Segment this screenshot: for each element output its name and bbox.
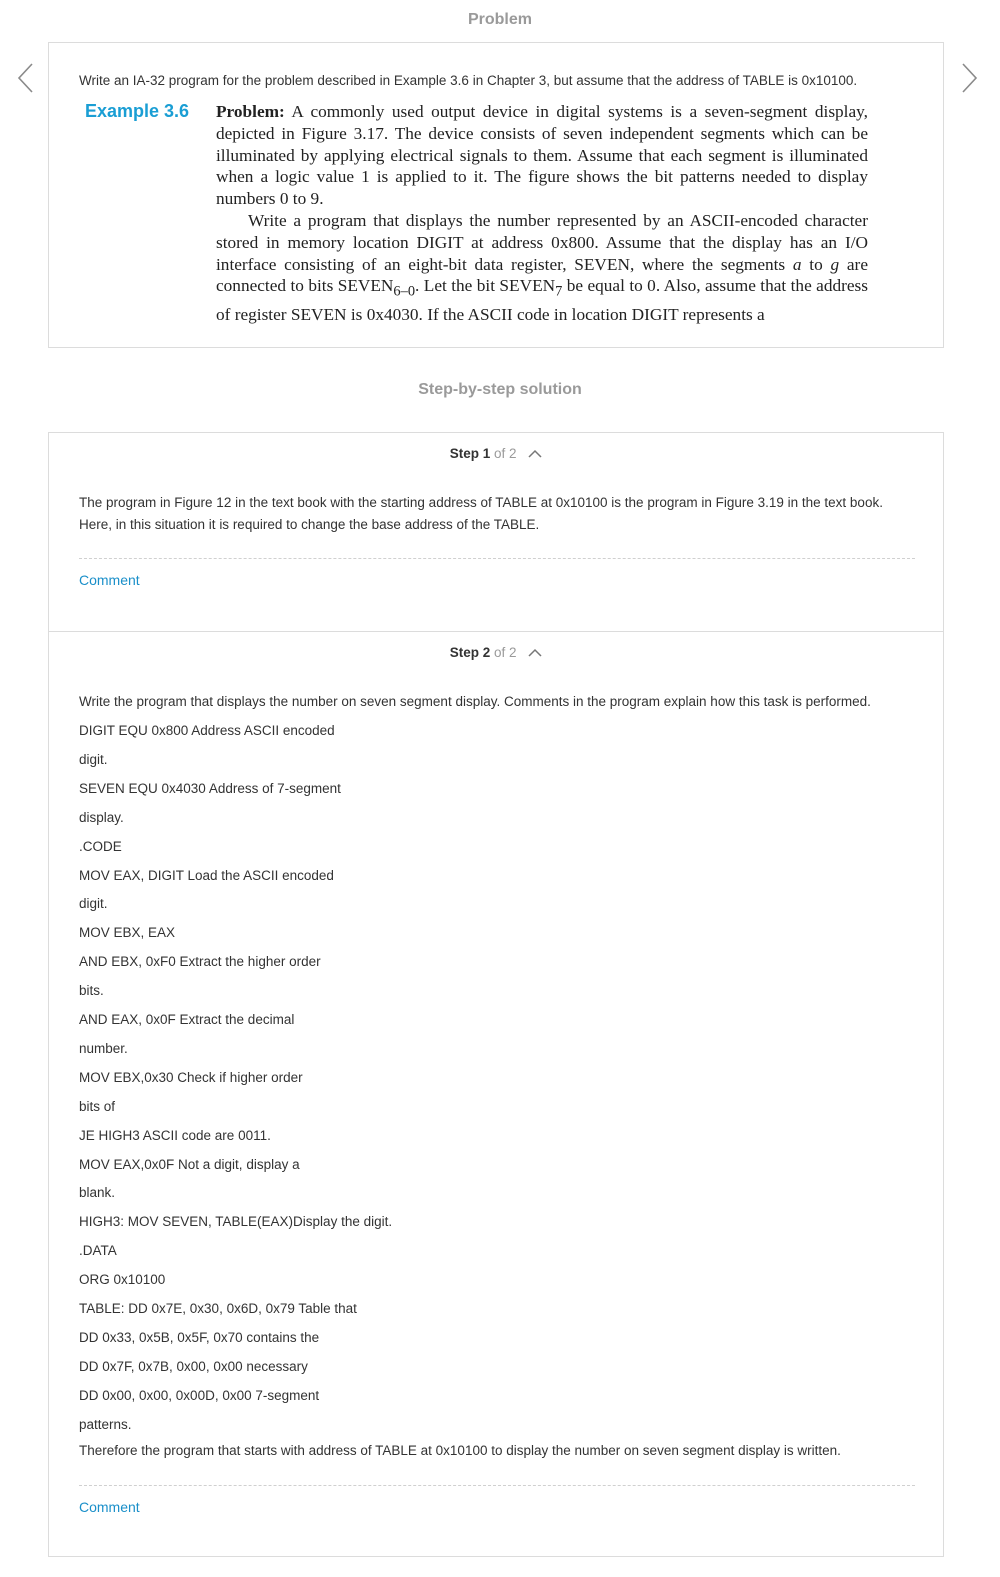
- previous-button[interactable]: [12, 60, 42, 96]
- step-word: Step: [449, 446, 479, 461]
- problem-intro-text: Write an IA-32 program for the problem described in Example 3.6 in Chapter 3, but assume that the address of TABLE is 0x10100.: [79, 73, 858, 88]
- program-line: bits of: [79, 1098, 116, 1114]
- step-1-comment-link[interactable]: Comment: [79, 572, 140, 588]
- program-line: DD 0x00, 0x00, 0x00D, 0x00 7-segment: [79, 1387, 320, 1403]
- step-2-intro: Write the program that displays the number on seven segment display. Comments in the program explain how this task is performed.: [79, 694, 871, 709]
- program-line: ORG 0x10100: [79, 1272, 166, 1288]
- step-total: of 2: [494, 645, 517, 660]
- step-2-header[interactable]: [49, 645, 943, 661]
- example-p2-text-b: are connected to bits SEVEN: [216, 254, 868, 296]
- step-1-number: 1: [482, 446, 491, 461]
- step-2-comment-link[interactable]: Comment: [79, 1499, 140, 1515]
- program-line: .CODE: [79, 838, 122, 854]
- segment-g: g: [830, 254, 840, 274]
- step-separator: [49, 631, 943, 632]
- program-line: DD 0x33, 0x5B, 0x5F, 0x70 contains the: [79, 1329, 320, 1345]
- segment-a: a: [792, 254, 802, 274]
- example-p2-text-c: . Let the bit SEVEN: [415, 276, 556, 296]
- next-button[interactable]: [955, 60, 985, 96]
- example-p2-text-d: be equal to 0. Also, assume that the address of register SEVEN is 0x4030. If the ASCII code in location DIGIT represents a: [216, 276, 868, 324]
- example-p2-text-a: Write a program that displays the number represented by an ASCII-encoded character stored in memory location DIGIT at address 0x800. Assume that the display has an I/O interface consisting of an eight-bit data register, SEVEN, where the segments: [216, 210, 868, 274]
- program-line: digit.: [79, 751, 108, 767]
- program-line: blank.: [79, 1185, 116, 1201]
- program-line: .DATA: [79, 1243, 117, 1259]
- step-total: of 2: [494, 446, 517, 461]
- program-line: MOV EBX,0x30 Check if higher order: [79, 1069, 303, 1085]
- example-label: Example 3.6: [85, 101, 190, 121]
- example-text: [216, 101, 868, 325]
- program-line: bits.: [79, 983, 104, 999]
- step-1-text: The program in Figure 12 in the text book with the starting address of TABLE at 0x10100 is the program in Figure 3.19 in the text book. Here, in this situation it is required to change the base address of the TABLE.: [79, 495, 883, 532]
- program-line: display.: [79, 809, 124, 825]
- chevron-up-icon[interactable]: [528, 646, 542, 661]
- example-p1-text: A commonly used output device in digital systems is a seven-segment display, depicted in Figure 3.17. The device consists of seven independent segments which can be illuminated by applying electrical signals to them. Assume that each segment is illuminated when a logic value 1 is applied to it. The figure shows the bit patterns needed to display numbers 0 to 9.: [216, 102, 868, 209]
- problem-title: Problem: [467, 11, 532, 28]
- program-line: DIGIT EQU 0x800 Address ASCII encoded: [79, 723, 335, 738]
- step-2-number: 2: [482, 645, 491, 660]
- program-line: JE HIGH3 ASCII code are 0011.: [79, 1127, 271, 1143]
- chevron-up-icon[interactable]: [528, 447, 542, 462]
- solution-title: Step-by-step solution: [418, 381, 582, 398]
- example-lead: Problem:: [216, 102, 285, 121]
- program-line: TABLE: DD 0x7E, 0x30, 0x6D, 0x79 Table that: [79, 1301, 357, 1316]
- program-line: DD 0x7F, 0x7B, 0x00, 0x00 necessary: [79, 1358, 308, 1374]
- program-line: HIGH3: MOV SEVEN, TABLE(EAX)Display the digit.: [79, 1214, 393, 1230]
- example-paragraph-1: [216, 101, 868, 210]
- chevron-left-icon: [12, 60, 42, 96]
- program-line: number.: [79, 1040, 128, 1056]
- step-1-divider: [79, 558, 915, 559]
- seven-subscript-bit: 7: [555, 283, 563, 300]
- program-line: MOV EAX, DIGIT Load the ASCII encoded: [79, 867, 334, 883]
- program-line: SEVEN EQU 0x4030 Address of 7-segment: [79, 780, 341, 796]
- program-line: AND EBX, 0xF0 Extract the higher order: [79, 954, 321, 970]
- example-p2-to: to: [801, 254, 831, 274]
- problem-card: [48, 42, 944, 348]
- solution-card: [48, 432, 944, 1557]
- chevron-right-icon: [955, 60, 985, 96]
- program-line: patterns.: [79, 1416, 132, 1432]
- example-paragraph-2: [216, 210, 868, 325]
- step-1-header[interactable]: [49, 446, 943, 462]
- program-line: MOV EAX,0x0F Not a digit, display a: [79, 1156, 300, 1172]
- step-word: Step: [449, 645, 479, 660]
- program-line: digit.: [79, 896, 108, 912]
- seven-subscript-range: 6–0: [393, 283, 416, 300]
- step-2-divider: [79, 1485, 915, 1486]
- step-2-conclusion: Therefore the program that starts with address of TABLE at 0x10100 to display the number on seven segment display is written.: [79, 1443, 841, 1458]
- program-line: AND EAX, 0x0F Extract the decimal: [79, 1012, 295, 1027]
- program-line: MOV EBX, EAX: [79, 925, 176, 941]
